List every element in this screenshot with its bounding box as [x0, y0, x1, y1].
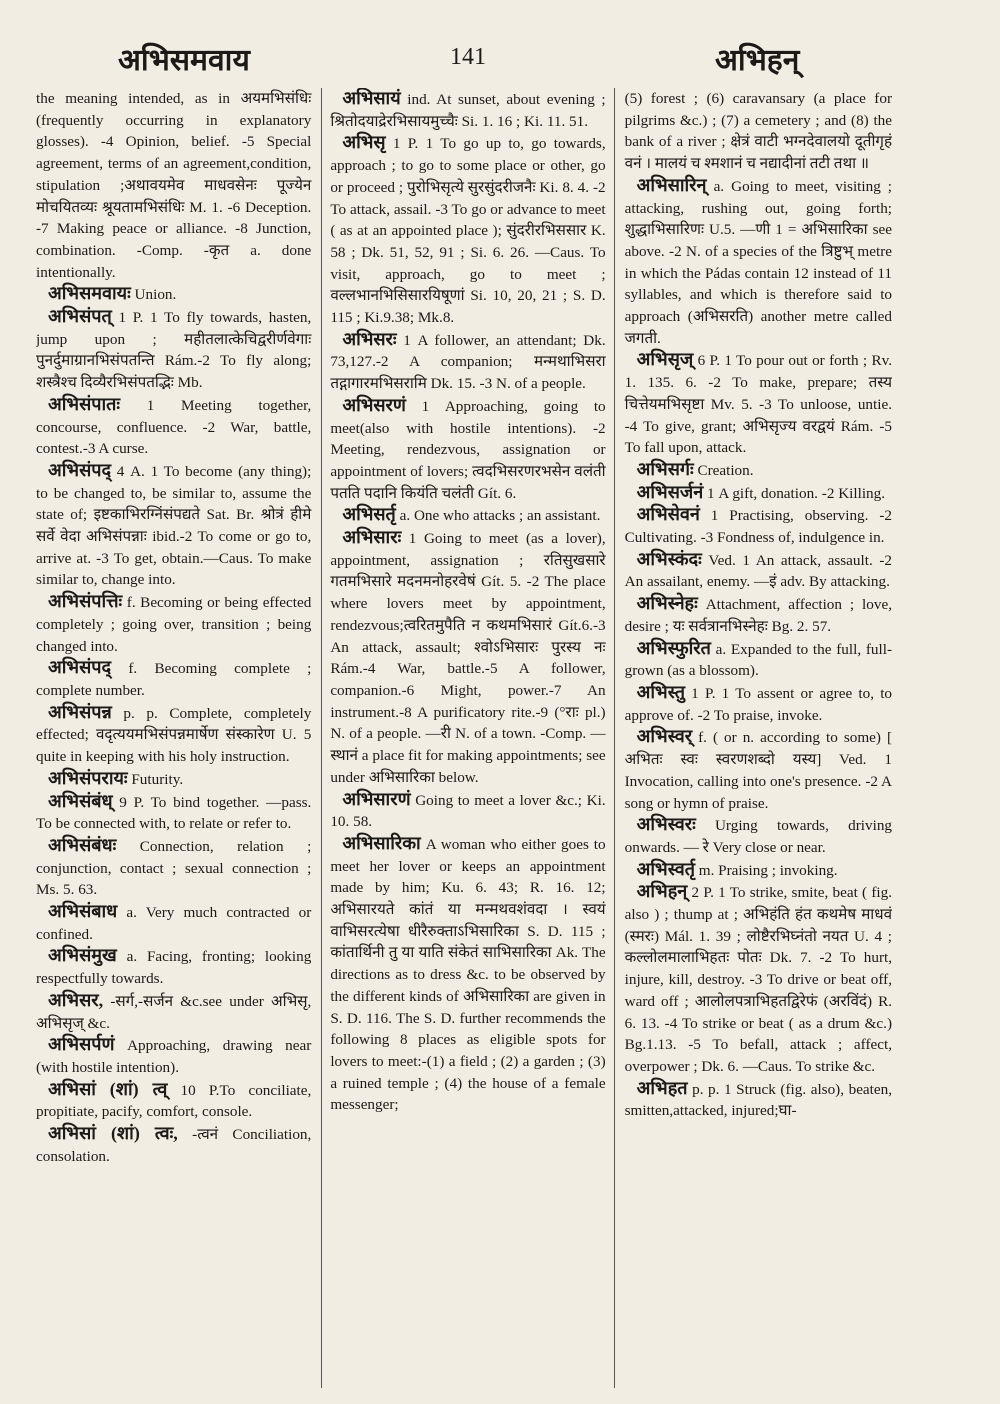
definition-text: -त्वनं Conciliation, consolation.	[36, 1126, 312, 1165]
headword: अभिहत	[636, 1077, 688, 1098]
headword: अभिस्तु	[636, 681, 685, 702]
headword: अभिसंपन्न	[48, 701, 112, 722]
definition-text: 1 P. 1 To fly towards, hasten, jump upon ; महीतलात्केचिद्वरीर्णवेगाः पुनर्दुमाग्रानभिसंपतन्ति Rám.-2 To fly along; शस्त्रैश्च दिव्यैरभिसंपतद्भिः Mb.	[36, 309, 312, 392]
definition-text: the meaning intended, as in अयमभिसंधिः (frequently occurring in explanatory glosses). -4 Opinion, belief. -5 Special agreement, terms of an agreement,condition, stipulation ;अथावयमेव माधवसेनः पूज्येन मोचयितव्यः श्रूयतामभिसंधिः M. 1. -6 Deception. -7 Making peace or alliance. -8 Junction, combination. -Comp. -कृत a. done intentionally.	[36, 90, 312, 281]
dictionary-entry	[625, 1078, 892, 1122]
dictionary-entry	[330, 504, 605, 527]
definition-text: (5) forest ; (6) caravansary (a place for pilgrims &c.) ; (7) a cemetery ; and (8) the bank of a river ; क्षेत्रं वाटी भग्नदेवालयो दूतीगृहं वनं । मालयं च श्मशानं च नद्यादीनां तटी तथा ॥	[624, 90, 893, 173]
dictionary-entry	[36, 702, 311, 768]
definition-text: 6 P. 1 To pour out or forth ; Rv. 1. 135. 6. -2 To make, prepare; तस्य चित्तेयमभिसृष्टा Mv. 5. -3 To unloose, untie. -4 To give, grant; अभिसृज्य वरद्वयं Rám. -5 To fall upon, attack.	[624, 352, 893, 457]
dictionary-entry	[36, 1079, 311, 1123]
headword: अभिसारिन्	[636, 174, 707, 195]
headword: अभिस्वरः	[636, 814, 696, 835]
dictionary-entry	[330, 329, 605, 395]
dictionary-entry	[330, 789, 605, 833]
dictionary-entry	[36, 306, 311, 394]
definition-text: 1 Meeting together, concourse, confluence. -2 War, battle, contest.-3 A curse.	[36, 396, 312, 458]
definition-text: a. Going to meet, visiting ; attacking, rushing out, going forth; शुद्धाभिसारिणः U.5. —णी 1 = अभिसारिका see above. -2 N. of a species of the त्रिष्टुभ् metre in which the Pádas contain 12 instead of 11 syllables, and which is therefore said to approach (अभिसरति) another metre called जगती.	[624, 177, 893, 347]
headword: अभिसर्गः	[636, 458, 694, 479]
dictionary-entry	[36, 657, 311, 701]
definition-text: Union.	[134, 286, 177, 304]
headword: अभिसायं	[342, 88, 401, 108]
headword: अभिसंपद्	[48, 657, 112, 678]
dictionary-entry	[36, 768, 311, 791]
headword: अभिसंपत्तिः	[48, 591, 123, 612]
columns	[36, 88, 892, 1388]
definition-text: Connection, relation ; conjunction, contact ; sexual connection ; Ms. 5. 63.	[36, 837, 312, 899]
headword: अभिसमवायः	[48, 283, 131, 304]
column-1	[36, 88, 321, 1388]
definition-text: Approaching, drawing near (with hostile intention).	[36, 1037, 312, 1076]
definition-text: Attachment, affection ; love, desire ; यः सर्वत्रानभिस्नेहः Bg. 2. 57.	[624, 596, 893, 635]
headword: अभिसंबंधः	[48, 834, 117, 855]
dictionary-entry	[36, 394, 311, 460]
headword: अभिसर,	[48, 989, 104, 1010]
definition-text: 10 P.To conciliate, propitiate, pacify, comfort, console.	[36, 1081, 312, 1121]
definition-text: 1 Going to meet (as a lover), appointment, assignation ; रतिसुखसारे गतमभिसारे मदनमनोहरवेषं Gít. 5. -2 The place where lovers meet by appointment, rendezvous;त्वरितमुपैति न कथमभिसारं Gít.6.-3 An attack, assault; श्वोऽभिसारः पुरस्य नः Rám.-4 War, battle.-5 A follower, companion.-6 Might, power.-7 An instrument.-8 A purificatory rite.-9 (°राः pl.) N. of a people. —री N. of a town. -Comp. —स्थानं a place fit for making appointments; see under अभिसारिका below.	[330, 530, 606, 786]
headword: अभिस्फुरित	[636, 637, 711, 658]
definition-text: f. ( or n. according to some) [ अभितः स्वः स्वरणशब्दो यस्य] Ved. 1 Invocation, calling into one's presence. -2 A song or hymn of praise.	[624, 729, 893, 812]
dictionary-entry	[36, 835, 311, 901]
definition-text: f. Becoming or being effected completely ; going over, transition ; being changed into.	[36, 594, 312, 655]
headword: अभिसरः	[342, 328, 397, 349]
headword: अभिहन्	[636, 881, 688, 902]
headword: अभिसेवनं	[636, 504, 700, 525]
dictionary-entry	[625, 459, 892, 482]
definition-text: Going to meet a lover &c.; Ki. 10. 58.	[330, 791, 606, 831]
headword: अभिस्नेहः	[636, 593, 698, 614]
definition-text: Ved. 1 An attack, assault. -2 An assailant, enemy. —इं adv. By attacking.	[624, 551, 893, 591]
dictionary-entry	[625, 504, 892, 548]
dictionary-entry	[330, 88, 605, 132]
definition-text: 1 Approaching, going to meet(also with hostile intentions). -2 Meeting, rendezvous, assignation or appointment of lovers; त्वदभिसरणरभसेन वलंती पतति पदानि कियंति चलंती Gít. 6.	[330, 397, 606, 502]
dictionary-entry	[36, 1034, 311, 1078]
dictionary-entry	[36, 460, 311, 591]
dictionary-entry	[625, 593, 892, 637]
dictionary-entry	[625, 549, 892, 593]
headword: अभिसंपातः	[48, 393, 121, 414]
dictionary-entry	[625, 349, 892, 459]
column-2	[321, 88, 614, 1388]
headword: अभिसारः	[342, 527, 402, 548]
dictionary-entry	[36, 283, 311, 306]
headword: अभिसारणं	[342, 788, 411, 809]
definition-text: 4 A. 1 To become (any thing); to be changed to, be similar to, assume the state of; इष्टकाभिरग्निंसंपद्यते Sat. Br. श्रोत्रं हीमे सर्वे वेदा अभिसंपन्नाः ibid.-2 To come or go to, arrive at. -3 To get, obtain.—Caus. To make similar to, change into.	[36, 462, 312, 589]
definition-text: Urging towards, driving onwards. — रे Very close or near.	[624, 817, 893, 856]
definition-text: 9 P. To bind together. —pass. To be connected with, to relate or refer to.	[36, 793, 312, 833]
definition-text: f. Becoming complete ; complete number.	[36, 660, 312, 699]
definition-text: 1 P. 1 To assent or agree to, to approve of. -2 To praise, invoke.	[624, 684, 893, 724]
header-right-guideword: अभिहन्	[715, 43, 800, 78]
headword: अभिसर्जनं	[636, 481, 704, 502]
definition-text: a. One who attacks ; an assistant.	[399, 507, 601, 525]
dictionary-entry	[330, 132, 605, 328]
definition-text: p. p. 1 Struck (fig. also), beaten, smitten,attacked, injured;घा-	[624, 1080, 893, 1120]
headword: अभिसरणं	[342, 394, 406, 415]
dictionary-entry	[625, 175, 892, 350]
dictionary-entry	[625, 638, 892, 682]
headword: अभिसां (शां) त्व्	[48, 1078, 168, 1099]
dictionary-entry	[625, 881, 892, 1077]
headword: अभिसंपत्	[48, 306, 112, 327]
dictionary-entry	[36, 1123, 311, 1167]
dictionary-entry	[36, 990, 311, 1034]
definition-text: Creation.	[697, 461, 754, 479]
column-3	[615, 88, 892, 1388]
headword: अभिसारिका	[342, 832, 421, 853]
headword: अभिसां (शां) त्वः,	[48, 1123, 178, 1144]
headword: अभिसंपरायः	[48, 767, 128, 788]
definition-text: -सर्ग,-सर्जन &c.see under अभिसृ, अभिसृज् &c.	[36, 992, 312, 1032]
headword: अभिसर्पणं	[48, 1034, 115, 1055]
headword: अभिस्वर्	[636, 726, 693, 747]
dictionary-entry	[625, 814, 892, 858]
headword: अभिस्वर्तृ	[636, 858, 695, 879]
headword: अभिसृ	[342, 132, 386, 153]
dictionary-entry	[625, 682, 892, 726]
dictionary-entry	[36, 591, 311, 657]
dictionary-entry	[625, 88, 892, 175]
dictionary-entry	[36, 791, 311, 835]
definition-text: m. Praising ; invoking.	[698, 861, 838, 879]
definition-text: 1 Practising, observing. -2 Cultivating. -3 Fondness of, indulgence in.	[624, 507, 893, 547]
dictionary-entry	[36, 901, 311, 945]
definition-text: Futurity.	[131, 770, 184, 788]
headword: अभिसंबंध्	[48, 790, 113, 811]
definition-text: 1 A gift, donation. -2 Killing.	[707, 484, 886, 502]
dictionary-entry	[625, 482, 892, 505]
dictionary-entry	[625, 859, 892, 882]
dictionary-entry	[330, 833, 605, 1116]
definition-text: A woman who either goes to meet her lover or keeps an appointment made by him; Ku. 6. 43; R. 16. 12; अभिसारयते कांतं या मन्मथवशंवदा । स्वयं वाभिसरत्येषा धीरैरुक्ताऽभिसारिका S. D. 115 ; कांतार्थिनी तु या याति संकेतं साभिसारिका Ak. The directions as to dress &c. to be observed by the different kinds of अभिसारिका are given in S. D. 116. The S. D. further recommends the following 8 places as eligible spots for lovers to meet:-(1) a field ; (2) a garden ; (3) a ruined temple ; (4) the house of a female messenger;	[330, 835, 606, 1114]
definition-text: 2 P. 1 To strike, smite, beat ( fig. also ) ; thump at ; अभिहंति हंत कथमेष माधवं (स्मरः) Mál. 1. 39 ; लोष्टैरभिघ्नंतो नयत U. 4 ; कल्लोलमालाभिहतः पोतः Dk. 7. -2 To hurt, injure, kill, destroy. -3 To drive or beat off, ward off ; आलोलपत्राभिहतद्विरेफं (अरविंदं) R. 6. 13. -4 To strike or beat ( as a drum &c.) Bg.1.13. -5 To befall, attack ; affect, overpower ; Dk. 6. —Caus. To strike &c.	[624, 884, 893, 1075]
definition-text: 1 P. 1 To go up to, go towards, approach ; to go to some place or other, go or proceed ; पुरोभिसृत्ये सुरसुंदरीजनैः Ki. 8. 4. -2 To attack, assail. -3 To go or advance to meet ( as at an appointed place ); सुंदरीरभिससार K. 58 ; Dk. 51, 52, 91 ; Si. 6. 26. —Caus. To visit, approach, go to meet ; वल्लभानभिसिसारयिषूणां Si. 10, 20, 21 ; S. D. 115 ; Ki.9.38; Mk.8.	[330, 135, 606, 327]
headword: अभिसृज्	[636, 349, 694, 370]
definition-text: a. Expanded to the full, full-grown (as a blossom).	[624, 640, 893, 680]
dictionary-entry	[330, 395, 605, 505]
headword: अभिसंबाध	[48, 901, 118, 922]
definition-text: ind. At sunset, about evening ; श्रितोदयाद्रेरभिसायमुच्चैः Si. 1. 16 ; Ki. 11. 51.	[330, 91, 606, 130]
page-number: 141	[450, 44, 486, 70]
dictionary-entry	[36, 88, 311, 283]
dictionary-entry	[330, 527, 605, 788]
definition-text: a. Facing, fronting; looking respectfully towards.	[36, 948, 312, 988]
definition-text: a. Very much contracted or confined.	[36, 904, 312, 943]
headword: अभिसर्तृ	[342, 504, 396, 525]
definition-text: p. p. Complete, completely effected; वदृत्ययमभिसंपन्नमार्षेण संस्कारेण U. 5 quite in keeping with his holy instruction.	[36, 704, 312, 766]
header-left-guideword: अभिसमवाय	[118, 43, 250, 78]
dictionary-entry	[625, 726, 892, 814]
definition-text: 1 A follower, an attendant; Dk. 73,127.-2 A companion; मन्मथाभिसरा तद्गागारमभिसरामि Dk. 15. -3 N. of a people.	[330, 331, 606, 393]
page-header	[0, 38, 1000, 88]
headword: अभिसंमुख	[48, 945, 117, 966]
headword: अभिस्कंदः	[636, 548, 702, 569]
dictionary-entry	[36, 945, 311, 989]
headword: अभिसंपद्	[48, 459, 112, 480]
